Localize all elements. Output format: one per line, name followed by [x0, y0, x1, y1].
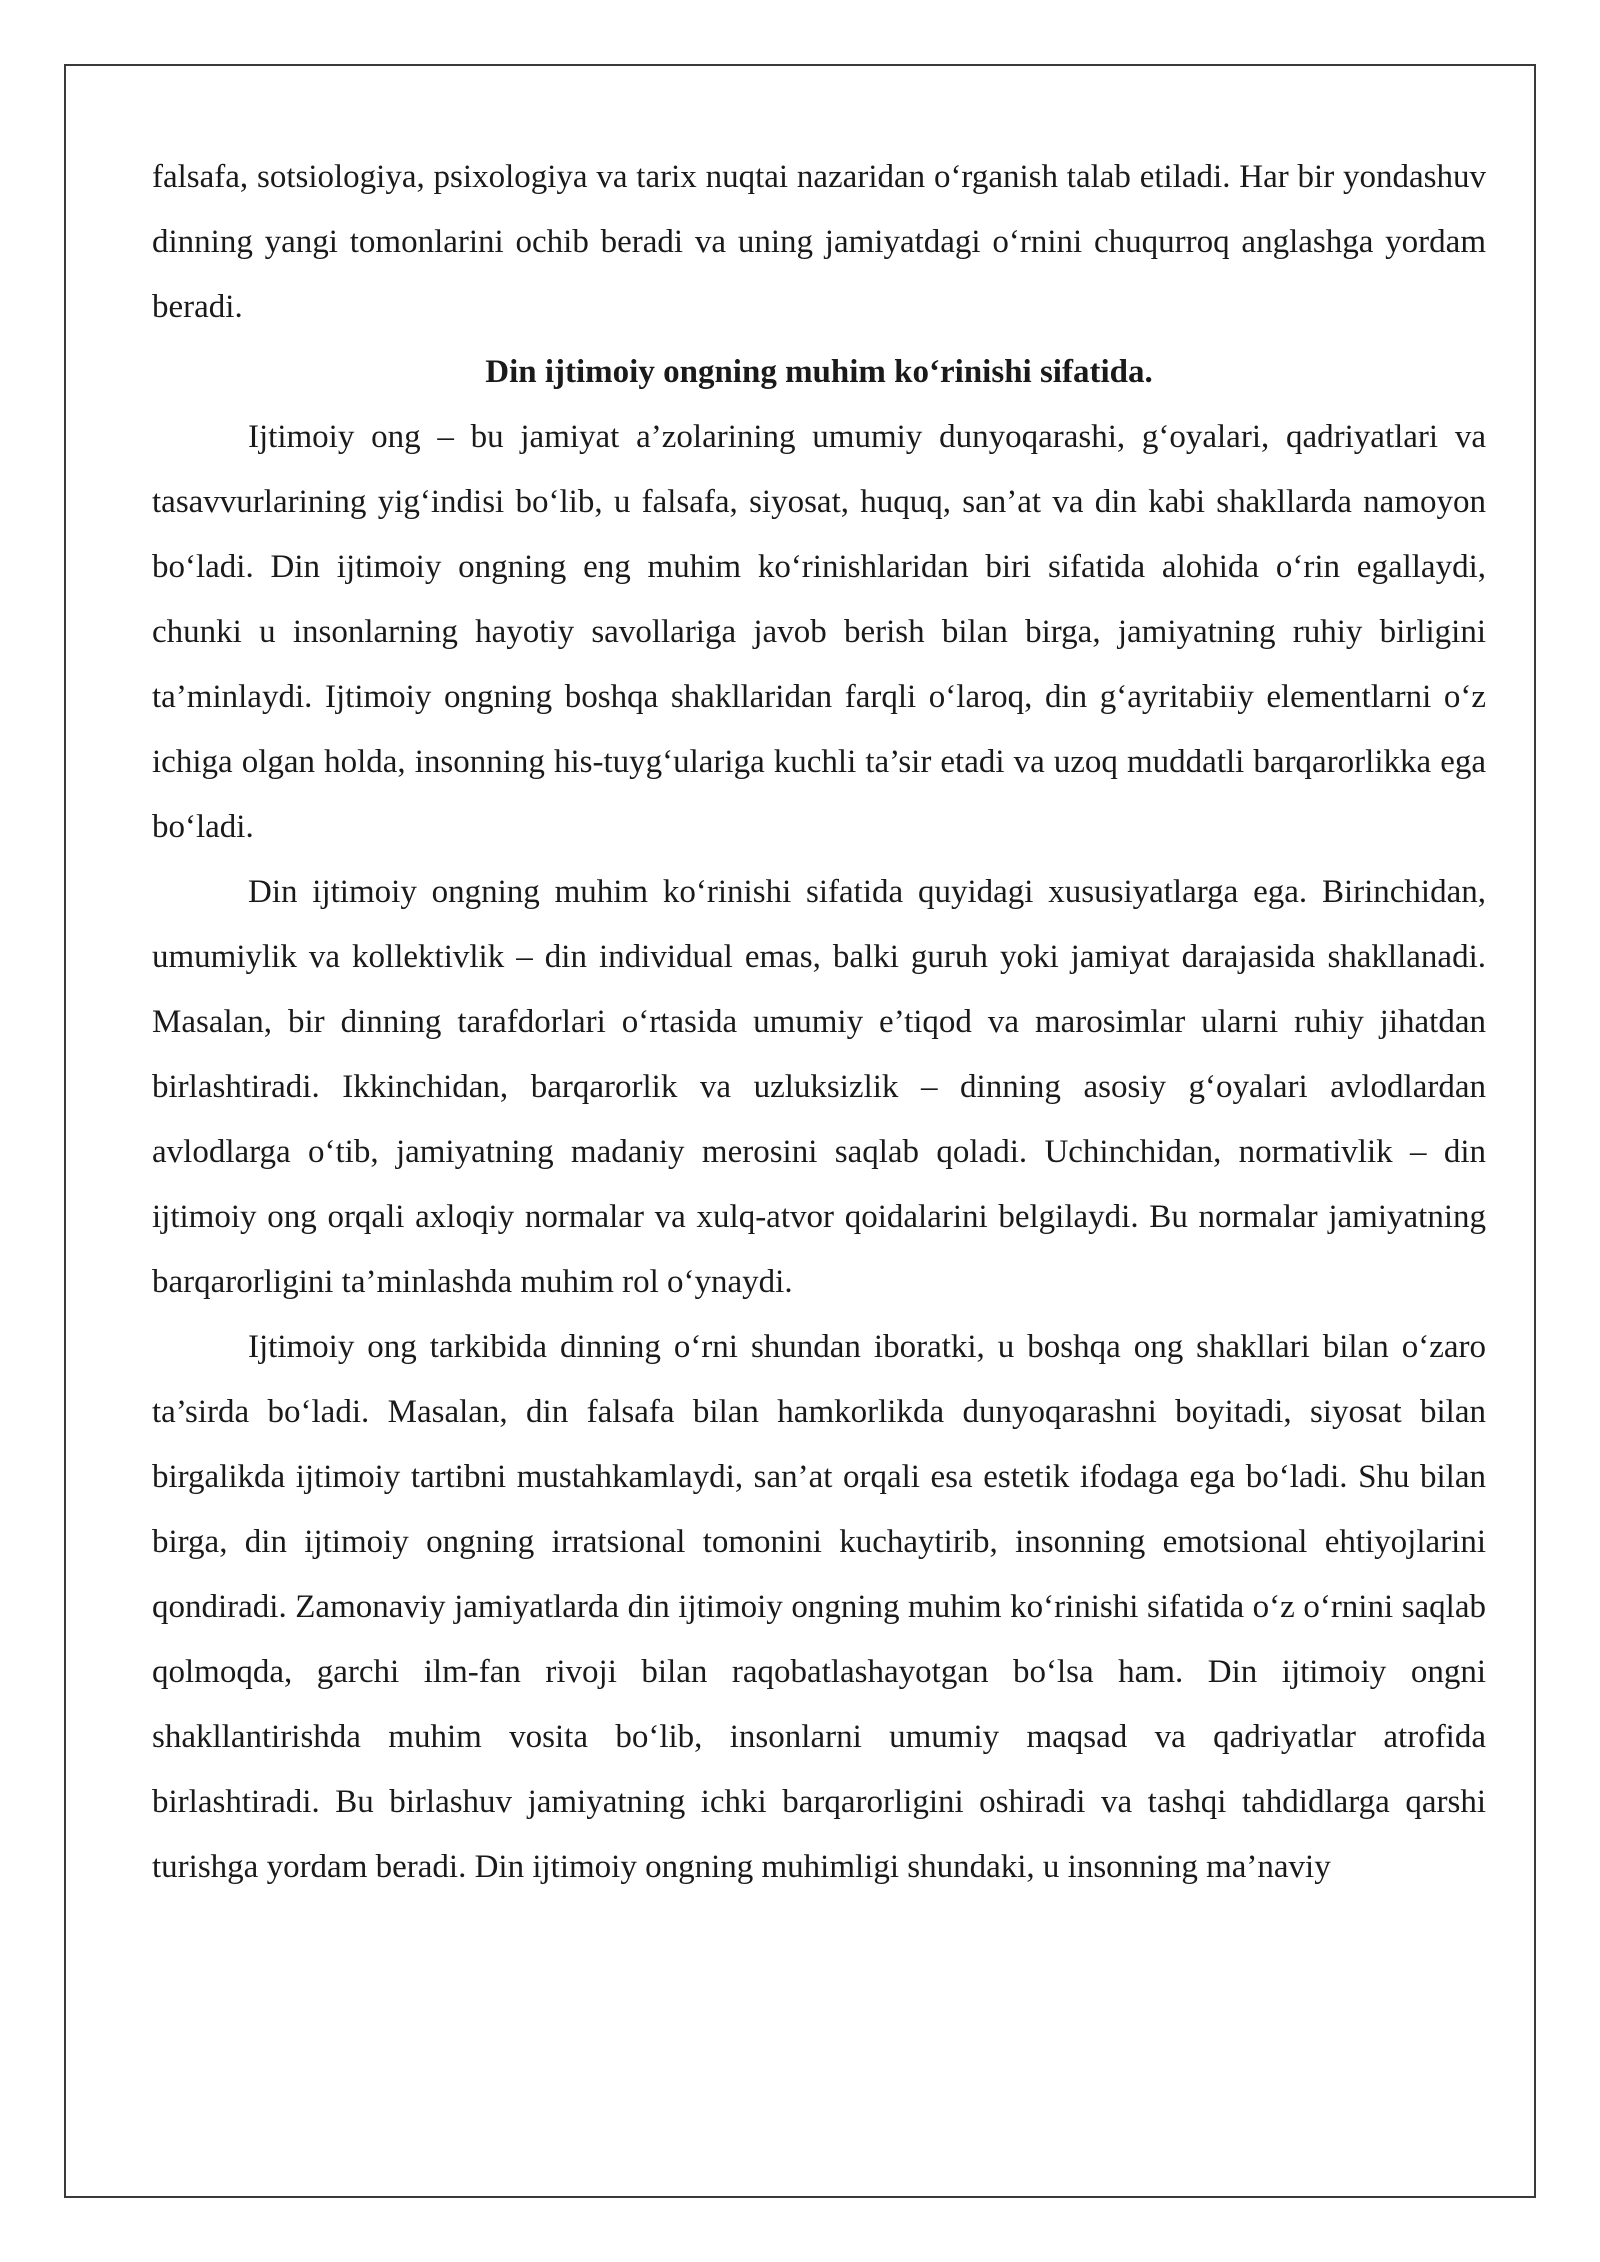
paragraph: Ijtimoiy ong tarkibida dinning o‘rni shundan iboratki, u boshqa ong shakllari bilan o‘zaro ta’sirda bo‘ladi. Masalan, din falsafa bilan hamkorlikda dunyoqarashni boyitadi, siyosat bilan birgalikda ijtimoiy tartibni mustahkamlaydi, san’at orqali esa estetik ifodaga ega bo‘ladi. Shu bilan birga, din ijtimoiy ongning irratsional tomonini kuchaytirib, insonning emotsional ehtiyojlarini qondiradi. Zamonaviy jamiyatlarda din ijtimoiy ongning muhim ko‘rinishi sifatida o‘z o‘rnini saqlab qolmoqda, garchi ilm-fan rivoji bilan raqobatlashayotgan bo‘lsa ham. Din ijtimoiy ongni shakllantirishda muhim vosita bo‘lib, insonlarni umumiy maqsad va qadriyatlar atrofida birlashtiradi. Bu birlashuv jamiyatning ichki barqarorligini oshiradi va tashqi tahdidlarga qarshi turishga yordam beradi. Din ijtimoiy ongning muhimligi shundaki, u insonning ma’naviy: [152, 1329, 1486, 1885]
document-body: [152, 145, 1486, 1900]
section-heading: Din ijtimoiy ongning muhim ko‘rinishi sifatida.: [485, 354, 1153, 390]
intro-paragraph: falsafa, sotsiologiya, psixologiya va tarix nuqtai nazaridan o‘rganish talab etiladi. Har bir yondashuv dinning yangi tomonlarini ochib beradi va uning jamiyatdagi o‘rnini chuqurroq anglashga yordam beradi.: [152, 159, 1486, 325]
paragraph: Din ijtimoiy ongning muhim ko‘rinishi sifatida quyidagi xususiyatlarga ega. Birinchidan, umumiylik va kollektivlik – din individual emas, balki guruh yoki jamiyat darajasida shakllanadi. Masalan, bir dinning tarafdorlari o‘rtasida umumiy e’tiqod va marosimlar ularni ruhiy jihatdan birlashtiradi. Ikkinchidan, barqarorlik va uzluksizlik – dinning asosiy g‘oyalari avlodlardan avlodlarga o‘tib, jamiyatning madaniy merosini saqlab qoladi. Uchinchidan, normativlik – din ijtimoiy ong orqali axloqiy normalar va xulq-atvor qoidalarini belgilaydi. Bu normalar jamiyatning barqarorligini ta’minlashda muhim rol o‘ynaydi.: [152, 874, 1486, 1300]
paragraph: Ijtimoiy ong – bu jamiyat a’zolarining umumiy dunyoqarashi, g‘oyalari, qadriyatlari va tasavvurlarining yig‘indisi bo‘lib, u falsafa, siyosat, huquq, san’at va din kabi shakllarda namoyon bo‘ladi. Din ijtimoiy ongning eng muhim ko‘rinishlaridan biri sifatida alohida o‘rin egallaydi, chunki u insonlarning hayotiy savollariga javob berish bilan birga, jamiyatning ruhiy birligini ta’minlaydi. Ijtimoiy ongning boshqa shakllaridan farqli o‘laroq, din g‘ayritabiiy elementlarni o‘z ichiga olgan holda, insonning his-tuyg‘ulariga kuchli ta’sir etadi va uzoq muddatli barqarorlikka ega bo‘ladi.: [152, 419, 1486, 845]
